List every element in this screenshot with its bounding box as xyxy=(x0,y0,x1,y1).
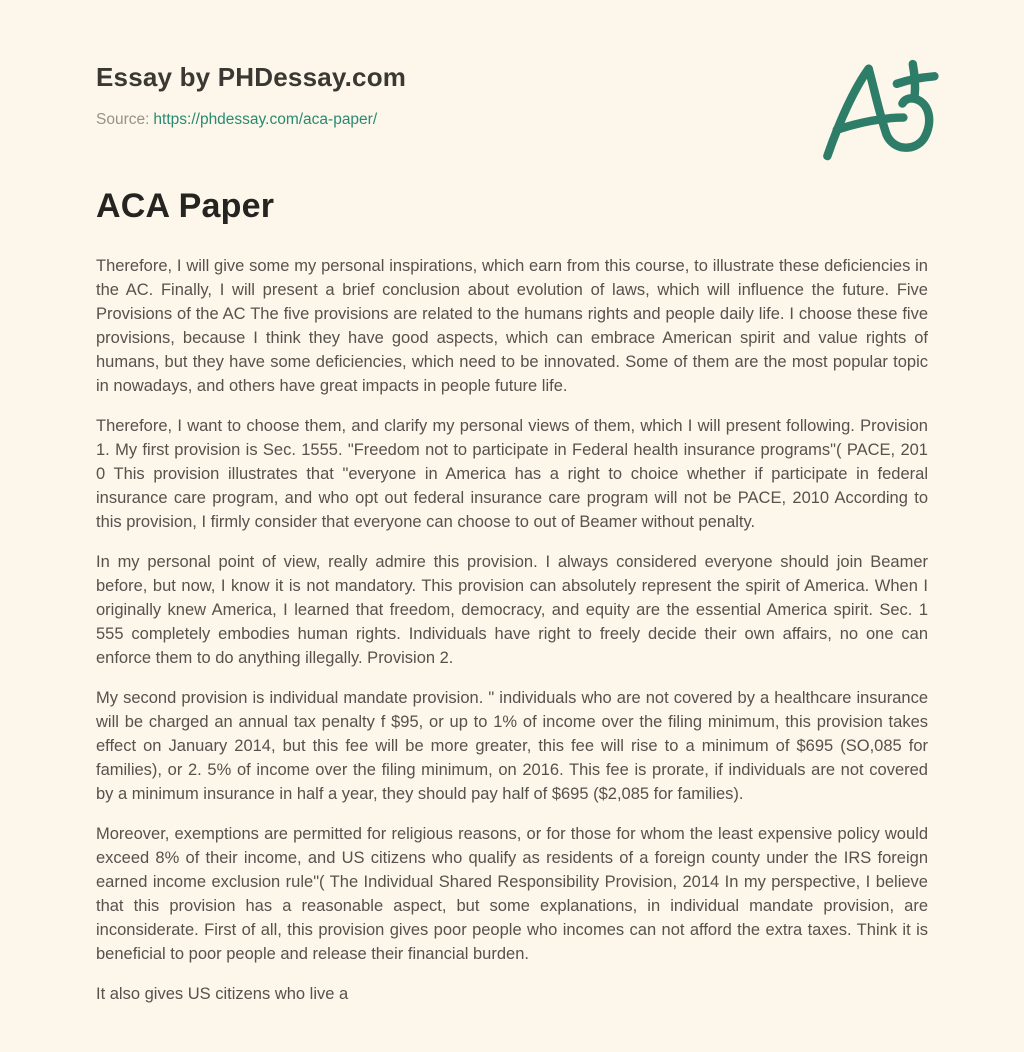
source-line xyxy=(96,111,928,129)
essay-paragraph: Moreover, exemptions are permitted for religious reasons, or for those for whom the least expensive policy would exceed 8% of their income, and US citizens who qualify as residents of a foreign county under the IRS foreign earned income exclusion rule"( The Individual Shared Responsibility Provision, 2014 In my perspective, I believe that this provision has a reasonable aspect, but some explanations, in individual mandate provision, are inconsiderate. First of all, this provision gives poor people who incomes can not afford the extra taxes. Think it is beneficial to poor people and release their financial burden. xyxy=(96,825,928,963)
essay-body xyxy=(96,254,928,1006)
essay-paragraph: My second provision is individual mandate provision. " individuals who are not covered by a healthcare insurance will be charged an annual tax penalty f $95, or up to 1% of income over the filing minimum, this provision takes effect on January 2014, but this fee will be more greater, this fee will rise to a minimum of $695 (SO,085 for families), or 2. 5% of income over the filing minimum, on 2016. This fee is prorate, if individuals are not covered by a minimum insurance in half a year, they should pay half of $695 ($2,085 for families). xyxy=(96,689,928,803)
page-title: ACA Paper xyxy=(96,187,275,225)
source-label: Source: xyxy=(96,111,150,128)
source-link[interactable]: https://phdessay.com/aca-paper/ xyxy=(153,111,378,128)
essay-paragraph: Therefore, I want to choose them, and clarify my personal views of them, which I will present following. Provision 1. My first provision is Sec. 1555. "Freedom not to participate in Federal health insurance programs"( PACE, 201 0 This provision illustrates that "everyone in America has a right to choice whether if participate in federal insurance care program, and who opt out federal insurance care program will not be PACE, 2010 According to this provision, I firmly consider that everyone can choose to out of Beamer without penalty. xyxy=(96,417,928,531)
essay-paragraph: Therefore, I will give some my personal inspirations, which earn from this course, to illustrate these deficiencies in the AC. Finally, I will present a brief conclusion about evolution of laws, which will influence the future. Five Provisions of the AC The five provisions are related to the humans rights and people daily life. I choose these five provisions, because I think they have good aspects, which can embrace American spirit and value rights of humans, but they have some deficiencies, which need to be innovated. Some of them are the most popular topic in nowadays, and others have great impacts in people future life. xyxy=(96,257,928,395)
essay-paragraph: In my personal point of view, really admire this provision. I always considered everyone should join Beamer before, but now, I know it is not mandatory. This provision can absolutely represent the spirit of America. When I originally knew America, I learned that freedom, democracy, and equity are the essential America spirit. Sec. 1 555 completely embodies human rights. Individuals have right to freely decide their own affairs, no one can enforce them to do anything illegally. Provision 2. xyxy=(96,553,928,667)
a-plus-logo-icon xyxy=(818,56,940,166)
document-header xyxy=(96,62,928,129)
essay-paragraph: It also gives US citizens who live a xyxy=(96,985,349,1003)
site-title: Essay by PHDessay.com xyxy=(96,62,407,92)
